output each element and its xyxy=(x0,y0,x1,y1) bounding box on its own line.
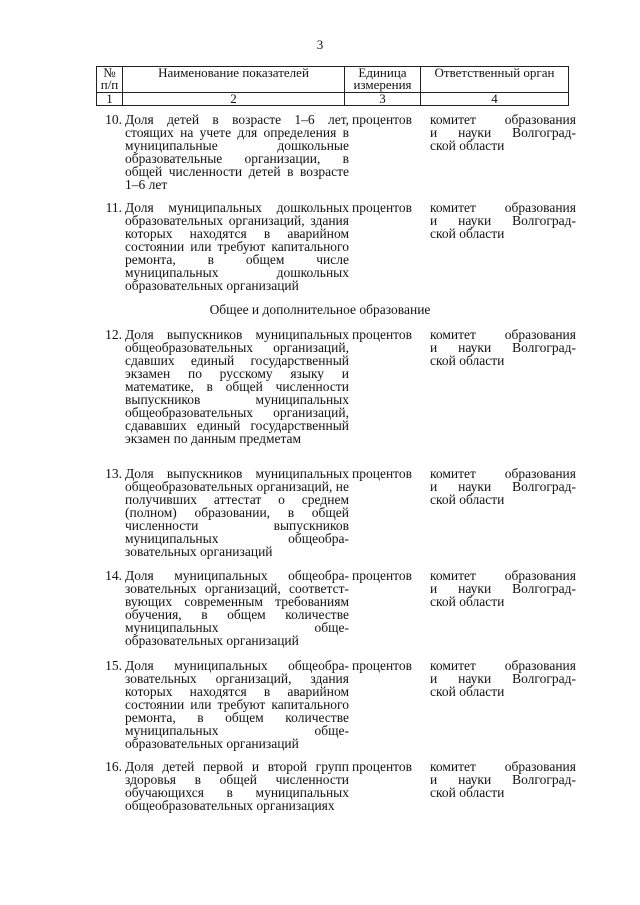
indicator-name: Доля выпускников муниципальных общеобразовательных организаций, не получивших аттестат о среднем (полном) образовании, в общей численности выпускников муниципальных общеобразовательных организаций xyxy=(125,466,349,559)
header-number-4: 4 xyxy=(421,93,569,106)
section-title: Общее и дополнительное образование xyxy=(209,302,431,317)
org-line: ской области xyxy=(430,226,505,241)
responsible-body xyxy=(430,569,576,608)
header-col-number: № п/п xyxy=(97,67,123,93)
header-number-1: 1 xyxy=(97,93,123,106)
org-line: ской области xyxy=(430,785,505,800)
row-number: 11. xyxy=(105,200,122,215)
row-number: 16. xyxy=(105,759,122,774)
org-line: и науки Волгоград- xyxy=(430,125,576,140)
unit-of-measure: процентов xyxy=(352,759,413,774)
unit-of-measure: процентов xyxy=(352,327,413,342)
org-line: комитет образования xyxy=(430,658,576,673)
header-number-3: 3 xyxy=(345,93,421,106)
unit-of-measure: процентов xyxy=(352,200,413,215)
org-line: и науки Волгоград- xyxy=(430,772,576,787)
row-number: 14. xyxy=(105,568,122,583)
org-line: ской области xyxy=(430,492,505,507)
org-line: и науки Волгоград- xyxy=(430,213,576,228)
responsible-body xyxy=(430,760,576,799)
row-number: 12. xyxy=(105,327,122,342)
indicator-name: Доля муниципальных общеобразовательных организаций, здания которых находятся в аварийном состоянии или требуют капитального ремонта, в общем количестве муниципальных общеобразовательных организаций xyxy=(125,658,349,751)
row-number: 10. xyxy=(105,112,122,127)
indicator-name: Доля муниципальных дошкольных образовательных организаций, здания которых находятся в аварийном состоянии или требуют капитального ремонта, в общем числе муниципальных дошкольных образовательных организаций xyxy=(125,200,349,293)
org-line: комитет образования xyxy=(430,112,576,127)
responsible-body xyxy=(430,328,576,367)
indicator-name: Доля муниципальных общеобразовательных организаций, соответствующих современным требованиям обучения, в общем количестве муниципальных общеобразовательных организаций xyxy=(125,568,349,648)
header-col-name: Наименование показателей xyxy=(123,67,345,93)
org-line: и науки Волгоград- xyxy=(430,340,576,355)
org-line: комитет образования xyxy=(430,568,576,583)
org-line: ской области xyxy=(430,594,505,609)
org-line: ской области xyxy=(430,138,505,153)
responsible-body xyxy=(430,113,576,152)
org-line: и науки Волгоград- xyxy=(430,479,576,494)
row-number: 13. xyxy=(105,466,122,481)
indicator-name: Доля выпускников муниципальных общеобразовательных организаций, сдавших единый государственный экзамен по русскому языку и математике, в общей численности выпускников муниципальных общеобразовательных организаций, сдававших единый государственный экзамен по данным предметам xyxy=(125,327,349,446)
table-header xyxy=(96,66,569,106)
org-line: комитет образования xyxy=(430,327,576,342)
page-number: 3 xyxy=(316,37,324,52)
org-line: комитет образования xyxy=(430,759,576,774)
unit-of-measure: процентов xyxy=(352,568,413,583)
org-line: ской области xyxy=(430,353,505,368)
unit-of-measure: процентов xyxy=(352,112,413,127)
responsible-body xyxy=(430,201,576,240)
unit-of-measure: процентов xyxy=(352,658,413,673)
unit-of-measure: процентов xyxy=(352,466,413,481)
header-col-unit: Единица измерения xyxy=(345,67,421,93)
header-col-org: Ответственный орган xyxy=(421,67,569,93)
org-line: ской области xyxy=(430,684,505,699)
org-line: комитет образования xyxy=(430,466,576,481)
indicator-name: Доля детей в возрасте 1–6 лет, стоящих на учете для определения в муниципальные дошкольные образовательные организации, в общей численности детей в возрасте 1–6 лет xyxy=(125,112,349,192)
org-line: и науки Волгоград- xyxy=(430,581,576,596)
row-number: 15. xyxy=(105,658,122,673)
responsible-body xyxy=(430,659,576,698)
responsible-body xyxy=(430,467,576,506)
org-line: комитет образования xyxy=(430,200,576,215)
header-number-2: 2 xyxy=(123,93,345,106)
indicator-name: Доля детей первой и второй групп здоровья в общей численности обучающихся в муниципальных общеобразовательных организациях xyxy=(125,759,349,813)
org-line: и науки Волгоград- xyxy=(430,671,576,686)
